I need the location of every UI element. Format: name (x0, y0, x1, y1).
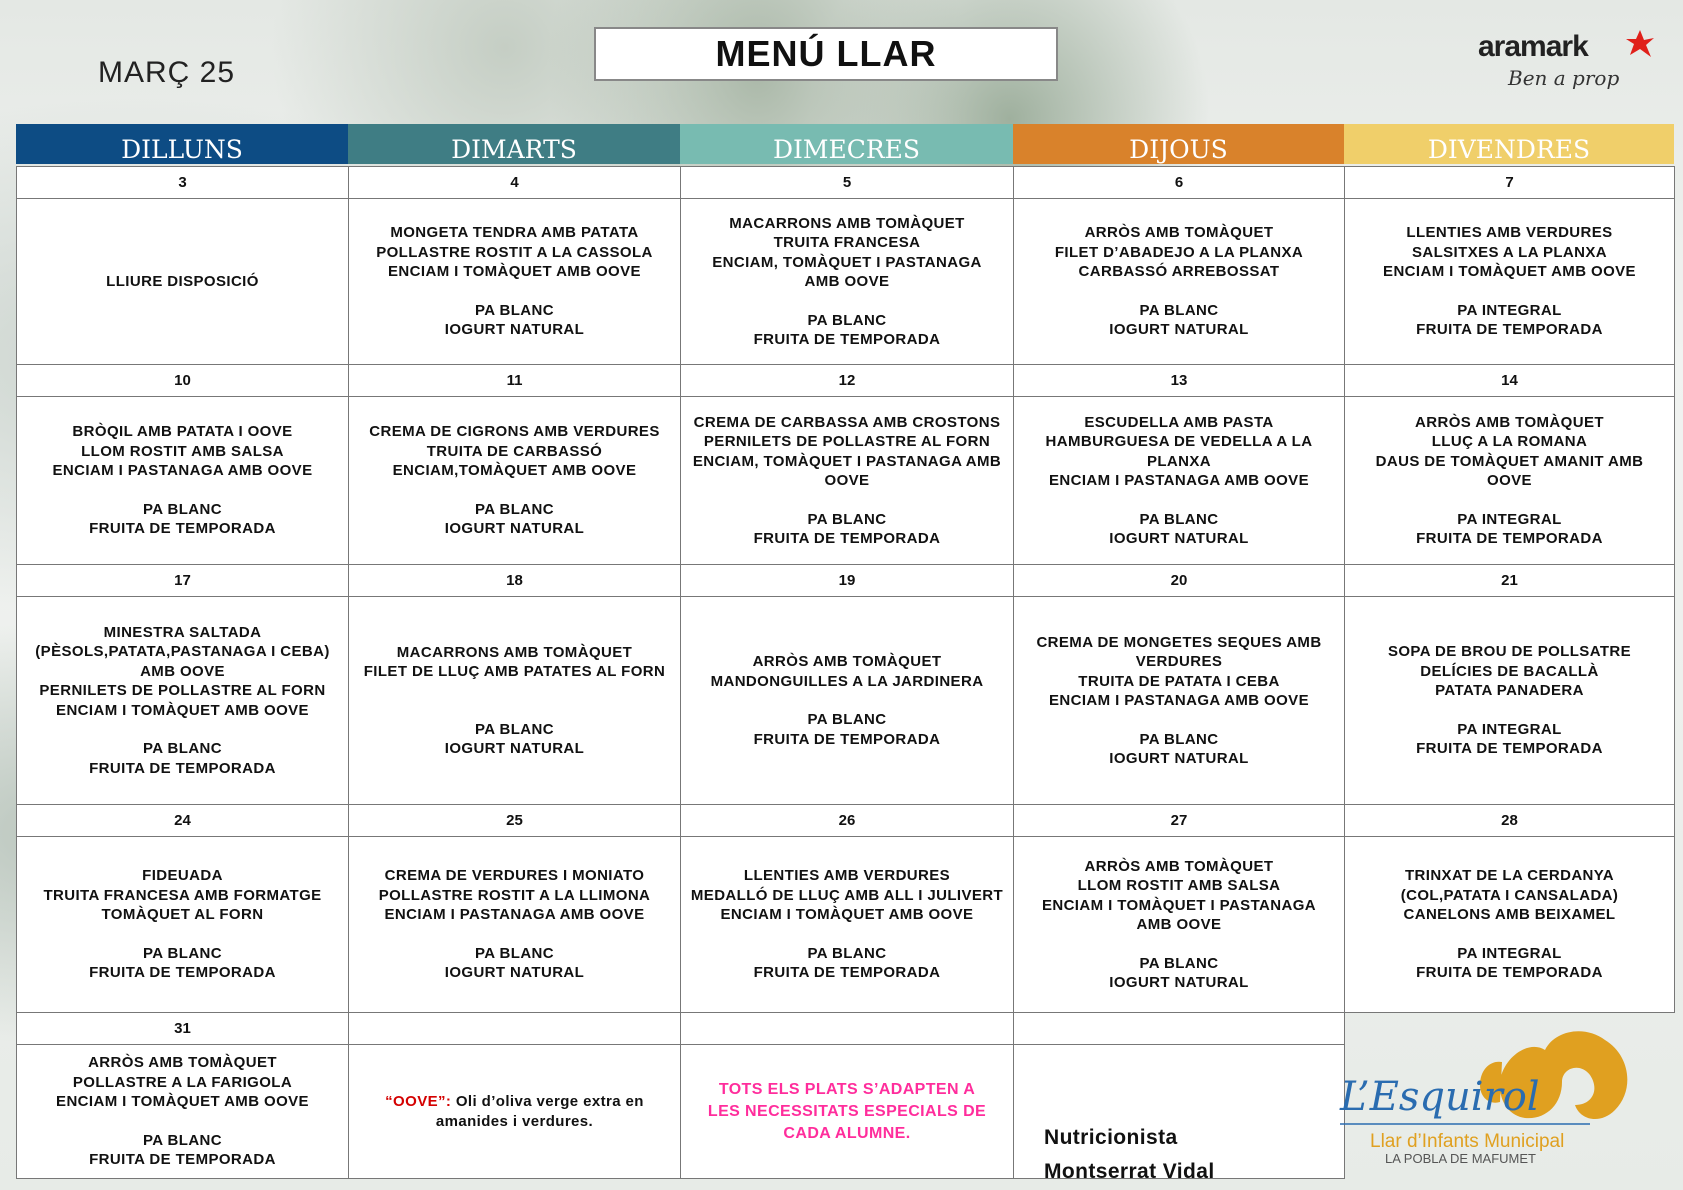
date-cell: 3 (16, 166, 349, 199)
menu-line: IOGURT NATURAL (444, 740, 585, 757)
menu-line: ARRÒS AMB TOMÀQUET (1415, 413, 1604, 431)
date-cell: 19 (680, 564, 1014, 597)
menu-line: PA BLANC (1139, 730, 1219, 748)
menu-line: ENCIAM I TOMÀQUET AMB OOVE (56, 1093, 309, 1111)
date-cell: 7 (1344, 166, 1675, 199)
menu-line: ENCIAM I TOMÀQUET AMB OOVE (720, 906, 974, 924)
menu-line: PA BLANC (474, 944, 555, 962)
menu-line: (PÈSOLS,PATATA,PASTANAGA I CEBA) (35, 643, 330, 661)
menu-line: POLLASTRE A LA FARIGOLA (72, 1073, 293, 1091)
date-cell (348, 1012, 681, 1045)
day-header-dimarts: DIMARTS (348, 124, 680, 164)
menu-line: AMB OOVE (140, 662, 225, 680)
menu-line: FILET D’ABADEJO A LA PLANXA (1054, 243, 1304, 261)
menu-line: DAUS DE TOMÀQUET AMANIT AMB (1375, 452, 1644, 470)
menu-cell (348, 198, 681, 365)
menu-cell (680, 198, 1014, 365)
brand-star-icon (1624, 28, 1656, 60)
oove-definition: Oli d’oliva verge extra en amanides i verdures. (435, 1092, 644, 1130)
date-cell: 27 (1013, 804, 1345, 837)
menu-cell (1013, 836, 1345, 1013)
menu-line: SALSITXES A LA PLANXA (1411, 243, 1608, 261)
date-cell: 4 (348, 166, 681, 199)
menu-cell (16, 1044, 349, 1179)
nutritionist-label: Nutricionista (1044, 1126, 1178, 1149)
menu-line: FRUITA DE TEMPORADA (89, 759, 276, 777)
nutritionist (1044, 1121, 1215, 1189)
menu-line: MONGETA TENDRA AMB PATATA (390, 224, 639, 242)
menu-line: ENCIAM I TOMÀQUET AMB OOVE (56, 701, 309, 719)
menu-line: ENCIAM I PASTANAGA AMB OOVE (384, 906, 645, 924)
menu-line: CREMA DE MONGETES SEQUES AMB (1036, 633, 1322, 651)
day-header-dimecres: DIMECRES (680, 124, 1013, 164)
menu-cell (680, 1044, 1014, 1179)
menu-cell (348, 836, 681, 1013)
date-cell: 21 (1344, 564, 1675, 597)
date-cell: 18 (348, 564, 681, 597)
menu-line: PA BLANC (142, 500, 222, 518)
menu-line: TRUITA FRANCESA (773, 234, 921, 251)
menu-line: CREMA DE VERDURES I MONIATO (384, 867, 645, 885)
menu-line: ARRÒS AMB TOMÀQUET (1084, 224, 1274, 242)
menu-cell (1013, 396, 1345, 565)
menu-line: PATATA PANADERA (1435, 682, 1584, 700)
menu-cell (680, 596, 1014, 805)
menu-line: IOGURT NATURAL (1109, 321, 1249, 339)
menu-line: PA INTEGRAL (1457, 301, 1562, 319)
menu-line: FRUITA DE TEMPORADA (753, 530, 941, 547)
date-cell (680, 1012, 1014, 1045)
menu-line: ENCIAM, TOMÀQUET I PASTANAGA (712, 253, 982, 271)
menu-line: IOGURT NATURAL (1109, 750, 1249, 767)
menu-line: DELÍCIES DE BACALLÀ (1420, 662, 1599, 680)
menu-line: PA BLANC (1139, 510, 1219, 528)
date-cell: 24 (16, 804, 349, 837)
menu-line: FRUITA DE TEMPORADA (89, 1151, 276, 1169)
menu-line: ARRÒS AMB TOMÀQUET (1084, 857, 1274, 875)
menu-line: ENCIAM, TOMÀQUET I PASTANAGA AMB (692, 452, 1002, 470)
menu-line: PA BLANC (1139, 954, 1219, 972)
menu-line: PLANXA (1146, 452, 1212, 470)
date-cell: 26 (680, 804, 1014, 837)
logo-name: L’Esquirol (1340, 1074, 1540, 1120)
menu-cell (1344, 198, 1675, 365)
menu-line: ENCIAM,TOMÀQUET AMB OOVE (392, 462, 637, 480)
menu-line: PA INTEGRAL (1457, 944, 1562, 962)
menu-line: OOVE (824, 472, 870, 489)
menu-line: TRUITA FRANCESA AMB FORMATGE (43, 886, 322, 904)
menu-cell (1013, 596, 1345, 805)
date-cell: 13 (1013, 364, 1345, 397)
menu-cell (1344, 836, 1675, 1013)
menu-line: ESCUDELLA AMB PASTA (1084, 413, 1274, 431)
date-cell: 14 (1344, 364, 1675, 397)
menu-line: PA BLANC (807, 311, 887, 329)
menu-line: TRUITA DE PATATA I CEBA (1078, 672, 1280, 690)
menu-line: AMB OOVE (1136, 916, 1222, 933)
date-cell: 10 (16, 364, 349, 397)
menu-line: ENCIAM I PASTANAGA AMB OOVE (1049, 472, 1309, 489)
menu-line: FILET DE LLUÇ AMB PATATES AL FORN (363, 663, 666, 680)
menu-cell (16, 198, 349, 365)
menu-line: PA BLANC (807, 510, 887, 528)
menu-line: FRUITA DE TEMPORADA (1416, 964, 1603, 982)
month-label: MARÇ 25 (98, 56, 236, 89)
menu-line: IOGURT NATURAL (444, 964, 585, 982)
menu-line: LLENTIES AMB VERDURES (743, 867, 951, 885)
menu-cell (1013, 1044, 1345, 1183)
menu-line: FRUITA DE TEMPORADA (753, 964, 941, 982)
menu-line: ENCIAM I TOMÀQUET I PASTANAGA (1041, 896, 1317, 914)
menu-line: TRUITA DE CARBASSÓ (426, 442, 603, 460)
menu-line: IOGURT NATURAL (1109, 974, 1249, 991)
menu-line: (COL,PATATA I CANSALADA) (1400, 886, 1619, 904)
day-header-dijous: DIJOUS (1013, 124, 1344, 164)
menu-line: PA BLANC (142, 1131, 223, 1149)
menu-line: VERDURES (1135, 653, 1223, 670)
menu-line: CANELONS AMB BEIXAMEL (1403, 906, 1616, 924)
date-cell: 17 (16, 564, 349, 597)
menu-cell (348, 1044, 681, 1179)
menu-line: ENCIAM I PASTANAGA AMB OOVE (52, 462, 313, 480)
menu-line: MANDONGUILLES A LA JARDINERA (710, 672, 984, 690)
menu-line: PA BLANC (474, 720, 554, 738)
menu-line: TOMÀQUET AL FORN (101, 906, 264, 924)
menu-line: PA BLANC (807, 944, 887, 962)
menu-cell (680, 396, 1014, 565)
menu-line: PA INTEGRAL (1457, 510, 1562, 528)
page-title: MENÚ LLAR (594, 27, 1058, 81)
menu-line: POLLASTRE ROSTIT A LA CASSOLA (376, 243, 653, 261)
menu-cell (16, 836, 349, 1013)
menu-line: PA BLANC (1139, 301, 1219, 319)
menu-line: FRUITA DE TEMPORADA (89, 520, 276, 538)
date-cell: 31 (16, 1012, 349, 1045)
menu-line: PA BLANC (142, 944, 223, 962)
date-cell: 5 (680, 166, 1014, 199)
date-cell: 28 (1344, 804, 1675, 837)
menu-line: PERNILETS DE POLLASTRE AL FORN (703, 433, 991, 450)
menu-line: IOGURT NATURAL (444, 520, 585, 538)
menu-line: CARBASSÓ ARREBOSSAT (1078, 263, 1280, 281)
menu-line: LLUÇ A LA ROMANA (1431, 433, 1588, 450)
menu-line: OOVE (1487, 472, 1532, 489)
menu-line: PERNILETS DE POLLASTRE AL FORN (39, 682, 326, 700)
logo-town: LA POBLA DE MAFUMET (1385, 1151, 1536, 1166)
menu-line: HAMBURGUESA DE VEDELLA A LA (1045, 433, 1313, 450)
menu-line: PA INTEGRAL (1457, 720, 1562, 738)
menu-cell (16, 396, 349, 565)
aramark-logo (1478, 30, 1668, 110)
menu-line: FRUITA DE TEMPORADA (753, 730, 941, 748)
menu-cell (680, 836, 1014, 1013)
oove-key: “OOVE”: (385, 1092, 452, 1110)
menu-line: IOGURT NATURAL (444, 321, 585, 339)
day-header-dilluns: DILLUNS (16, 124, 348, 164)
menu-line: IOGURT NATURAL (1109, 530, 1249, 547)
menu-line: TRINXAT DE LA CERDANYA (1404, 867, 1615, 885)
menu-line: SOPA DE BROU DE POLLSATRE (1387, 643, 1632, 661)
menu-line: ENCIAM I TOMÀQUET AMB OOVE (388, 263, 641, 281)
menu-line: FRUITA DE TEMPORADA (1416, 740, 1603, 758)
menu-line: PA BLANC (807, 711, 887, 728)
menu-line: LLOM ROSTIT AMB SALSA (81, 442, 284, 460)
menu-cell (1344, 596, 1675, 805)
menu-line: FRUITA DE TEMPORADA (1416, 530, 1603, 547)
date-cell: 20 (1013, 564, 1345, 597)
date-cell (1013, 1012, 1345, 1045)
menu-cell (16, 596, 349, 805)
esquirol-logo (1330, 1010, 1660, 1170)
menu-line: AMB OOVE (804, 273, 890, 290)
menu-line: CREMA DE CIGRONS AMB VERDURES (369, 423, 660, 441)
date-cell: 12 (680, 364, 1014, 397)
menu-line: LLENTIES AMB VERDURES (1406, 224, 1613, 242)
logo-subtitle: Llar d’Infants Municipal (1370, 1131, 1565, 1152)
date-cell: 25 (348, 804, 681, 837)
menu-line: BRÒQIL AMB PATATA I OOVE (72, 423, 293, 441)
date-cell: 11 (348, 364, 681, 397)
menu-line: PA BLANC (474, 500, 554, 518)
menu-cell (1013, 198, 1345, 365)
brand-tagline: Ben a prop (1508, 66, 1620, 90)
menu-line: FRUITA DE TEMPORADA (1416, 321, 1603, 339)
menu-line: MINESTRA SALTADA (103, 623, 262, 641)
menu-cell (1344, 396, 1675, 565)
menu-line: ENCIAM I PASTANAGA AMB OOVE (1049, 692, 1309, 709)
brand-name: aramark (1478, 30, 1588, 63)
menu-line: FRUITA DE TEMPORADA (89, 964, 276, 982)
menu-line: LLIURE DISPOSICIÓ (106, 272, 259, 290)
menu-line: CREMA DE CARBASSA AMB CROSTONS (693, 413, 1001, 431)
day-header-divendres: DIVENDRES (1344, 124, 1674, 164)
menu-line: POLLASTRE ROSTIT A LA LLIMONA (378, 886, 651, 904)
menu-line: ENCIAM I TOMÀQUET AMB OOVE (1383, 263, 1636, 281)
nutritionist-name: Montserrat Vidal (1044, 1160, 1215, 1183)
menu-cell (348, 596, 681, 805)
menu-line: FIDEUADA (142, 867, 223, 885)
menu-line: MACARRONS AMB TOMÀQUET (396, 643, 633, 661)
menu-line: PA BLANC (474, 301, 554, 319)
menu-cell (348, 396, 681, 565)
date-cell: 6 (1013, 166, 1345, 199)
menu-line: ARRÒS AMB TOMÀQUET (752, 653, 942, 670)
menu-line: MEDALLÓ DE LLUÇ AMB ALL I JULIVERT (690, 886, 1004, 904)
special-needs-note: TOTS ELS PLATS S’ADAPTEN A LES NECESSITATS ESPECIALS DE CADA ALUMNE. (707, 1080, 987, 1142)
menu-line: LLOM ROSTIT AMB SALSA (1077, 877, 1281, 894)
menu-line: PA BLANC (142, 740, 223, 758)
menu-line: MACARRONS AMB TOMÀQUET (729, 214, 965, 232)
menu-line: FRUITA DE TEMPORADA (753, 331, 941, 348)
menu-line: ARRÒS AMB TOMÀQUET (88, 1054, 277, 1072)
